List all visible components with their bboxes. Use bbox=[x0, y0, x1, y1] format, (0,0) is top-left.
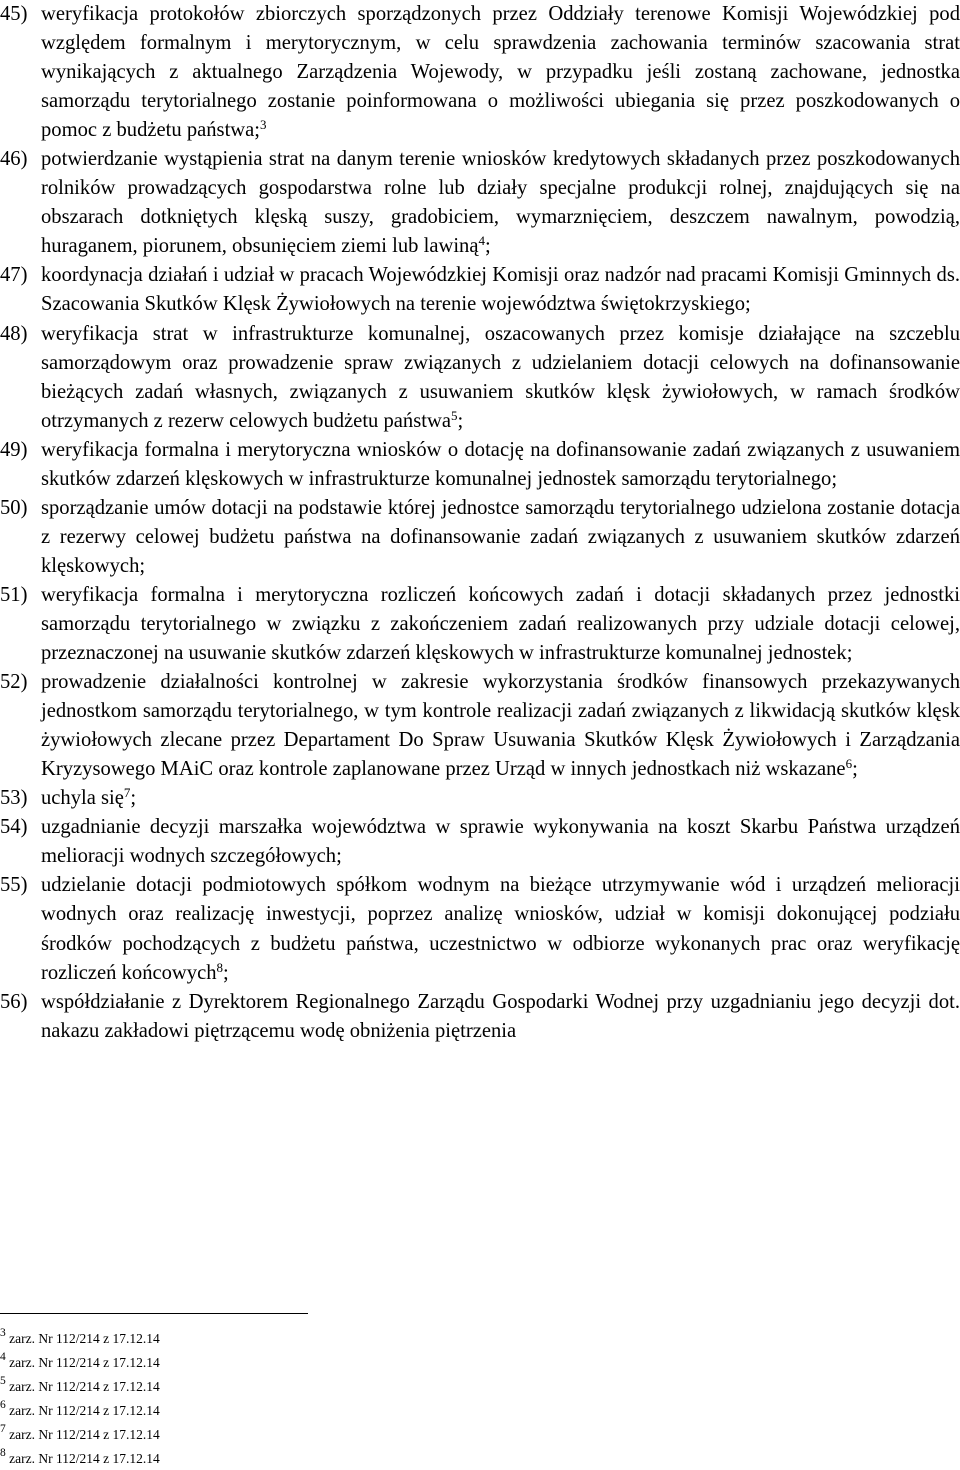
footnote-mark: 3 bbox=[0, 1327, 6, 1339]
list-item bbox=[0, 871, 960, 987]
item-text: udzielanie dotacji podmiotowych spółkom wodnym na bieżące utrzymywanie wód i urządzeń melioracji wodnych oraz realizację inwestycji, poprzez analizę wniosków, udział w komisji dokonującej podziału środków pochodzących z budżetu państwa, uczestnictwo w odbiorze wykonanych prac oraz weryfikację rozliczeń końcowych bbox=[41, 874, 960, 984]
list-item bbox=[0, 0, 960, 145]
footnote bbox=[0, 1423, 160, 1443]
list-item bbox=[0, 668, 960, 784]
footnote bbox=[0, 1399, 160, 1419]
item-number: 51) bbox=[0, 583, 28, 606]
list-item bbox=[0, 988, 960, 1046]
item-text: uchyla się bbox=[41, 787, 124, 810]
footnote-text: zarz. Nr 112/214 z 17.12.14 bbox=[9, 1355, 160, 1370]
footnote-mark: 6 bbox=[0, 1399, 6, 1411]
item-text: weryfikacja formalna i merytoryczna wniosków o dotację na dofinansowanie zadań związanych z usuwaniem skutków zdarzeń klęskowych w infrastrukturze komunalnej jednostek samorządu terytorialnego; bbox=[41, 438, 960, 490]
item-text: weryfikacja protokołów zbiorczych sporządzonych przez Oddziały terenowe Komisji Wojewódzkiej pod względem formalnym i merytorycznym, w celu sprawdzenia zachowania terminów szacowania strat wynikających z aktualnego Zarządzenia Wojewody, w przypadku jeśli zostaną zachowane, jednostka samorządu terytorialnego zostanie poinformowana o możliwości ubiegania się przez poszkodowanych o pomoc z budżetu państwa; bbox=[41, 3, 960, 142]
item-text: współdziałanie z Dyrektorem Regionalnego Zarządu Gospodarki Wodnej przy uzgadnianiu jego decyzji dot. nakazu zakładowi piętrzącemu wodę obniżenia piętrzenia bbox=[41, 990, 960, 1042]
item-number: 54) bbox=[0, 816, 28, 839]
item-text: prowadzenie działalności kontrolnej w zakresie wykorzystania środków finansowych przekazywanych jednostkom samorządu terytorialnego, w tym kontrole realizacji zadań związanych z likwidacją skutków klęsk żywiołowych zlecane przez Departament Do Spraw Usuwania Skutków Klęsk Żywiołowych i Zarządzania Kryzysowego MAiC oraz kontrole zaplanowane przez Urząd w innych jednostkach niż wskazane bbox=[41, 671, 960, 781]
footnote bbox=[0, 1447, 160, 1467]
item-number: 49) bbox=[0, 438, 28, 461]
item-text: potwierdzanie wystąpienia strat na danym terenie wniosków kredytowych składanych przez poszkodowanych rolników prowadzących gospodarstwa rolne lub działy specjalne produkcji rolnej, znajdujących się na obszarach dotkniętych klęską suszy, gradobiciem, wymarznięciem, deszczem nawalnym, powodzią, huraganem, piorunem, obsunięciem ziemi lub lawiną bbox=[41, 148, 960, 258]
item-number: 55) bbox=[0, 874, 28, 897]
item-text: weryfikacja strat w infrastrukturze komunalnej, oszacowanych przez komisje działające na szczeblu samorządowym oraz prowadzenie spraw związanych z udzielaniem dotacji celowych na dofinansowanie bieżących zadań własnych, związanych z usuwaniem skutków klęsk żywiołowych, w ramach środków otrzymanych z rezerw celowych budżetu państwa bbox=[41, 322, 960, 432]
footnote-text: zarz. Nr 112/214 z 17.12.14 bbox=[9, 1331, 160, 1346]
item-end: ; bbox=[130, 787, 137, 810]
footnote-ref: 3 bbox=[260, 117, 267, 133]
footnote-text: zarz. Nr 112/214 z 17.12.14 bbox=[9, 1451, 160, 1466]
list-item bbox=[0, 145, 960, 261]
item-number: 52) bbox=[0, 671, 28, 694]
item-end: ; bbox=[457, 409, 464, 432]
list-item bbox=[0, 784, 960, 813]
footnote-ref: 4 bbox=[478, 233, 485, 249]
item-text: uzgadnianie decyzji marszałka województwa w sprawie wykonywania na koszt Skarbu Państwa urządzeń melioracji wodnych szczegółowych; bbox=[41, 816, 960, 868]
item-number: 53) bbox=[0, 787, 28, 810]
footnote bbox=[0, 1327, 160, 1347]
item-number: 45) bbox=[0, 3, 28, 25]
item-number: 47) bbox=[0, 264, 28, 287]
item-number: 48) bbox=[0, 322, 28, 345]
list-item bbox=[0, 813, 960, 871]
footnote-ref: 8 bbox=[216, 959, 224, 975]
item-number: 46) bbox=[0, 148, 28, 171]
list-item bbox=[0, 436, 960, 494]
list-item bbox=[0, 261, 960, 319]
footnote-separator bbox=[0, 1313, 308, 1314]
footnote-mark: 4 bbox=[0, 1351, 6, 1363]
footnote-ref: 5 bbox=[450, 407, 458, 423]
list-item bbox=[0, 581, 960, 668]
footnote-mark: 8 bbox=[0, 1447, 6, 1459]
footnote-ref: 6 bbox=[845, 756, 853, 772]
item-text: weryfikacja formalna i merytoryczna rozliczeń końcowych zadań i dotacji składanych przez jednostki samorządu terytorialnego w związku z zakończeniem zadań realizowanych przy udziale dotacji celowej, przeznaczonej na usuwanie skutków zdarzeń klęskowych w infrastrukturze komunalnej jednostek; bbox=[41, 583, 960, 665]
item-text: koordynacja działań i udział w pracach Wojewódzkiej Komisji oraz nadzór nad pracami Komisji Gminnych ds. Szacowania Skutków Klęsk Żywiołowych na terenie województwa świętokrzyskiego; bbox=[41, 264, 960, 316]
item-text: sporządzanie umów dotacji na podstawie której jednostce samorządu terytorialnego udzielona zostanie dotacja z rezerwy celowej budżetu państwa na dofinansowanie zadań związanych z usuwaniem skutków zdarzeń klęskowych; bbox=[41, 496, 960, 577]
footnote-text: zarz. Nr 112/214 z 17.12.14 bbox=[9, 1379, 160, 1394]
footnote-ref: 7 bbox=[123, 785, 131, 801]
list-item bbox=[0, 494, 960, 581]
item-end: ; bbox=[852, 758, 858, 781]
footnote bbox=[0, 1351, 160, 1371]
footnote-text: zarz. Nr 112/214 z 17.12.14 bbox=[9, 1427, 160, 1442]
footnote bbox=[0, 1375, 160, 1395]
item-end: ; bbox=[223, 961, 229, 984]
footnote-mark: 7 bbox=[0, 1423, 6, 1435]
item-end: ; bbox=[485, 235, 491, 258]
footnote-mark: 5 bbox=[0, 1375, 6, 1387]
list-item bbox=[0, 320, 960, 436]
footnote-text: zarz. Nr 112/214 z 17.12.14 bbox=[9, 1403, 160, 1418]
item-number: 56) bbox=[0, 990, 28, 1013]
item-number: 50) bbox=[0, 496, 28, 519]
